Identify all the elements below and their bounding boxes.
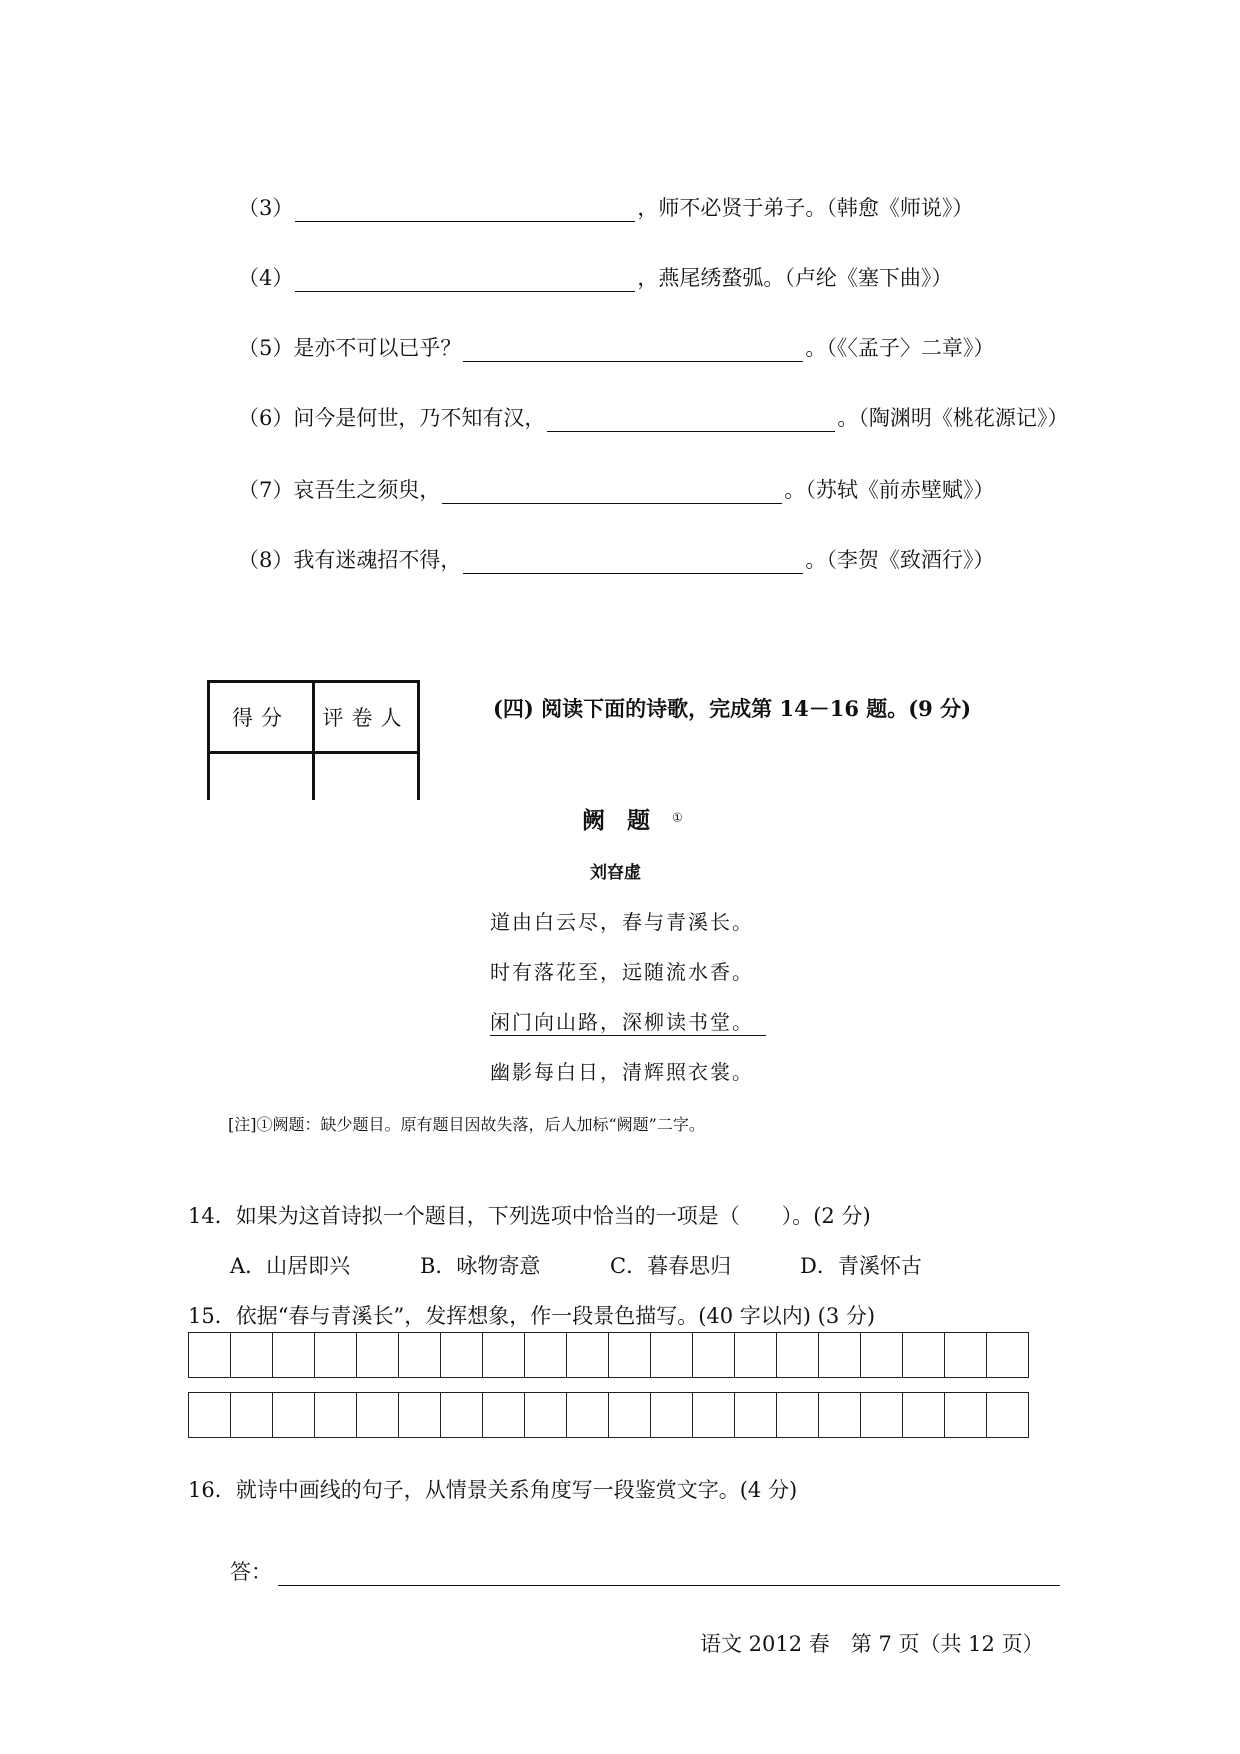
writing-grid-row-2[interactable] (188, 1392, 1029, 1438)
grid-cell[interactable] (399, 1332, 441, 1378)
grid-cell[interactable] (903, 1392, 945, 1438)
grid-cell[interactable] (987, 1332, 1029, 1378)
fill-item-6 (238, 402, 1068, 432)
grid-cell[interactable] (735, 1392, 777, 1438)
item-source: ，师不必贤于弟子。（韩愈《师说》） (637, 196, 974, 220)
item-source: 。（苏轼《前赤壁赋》） (784, 478, 995, 502)
item-number: （4） (238, 266, 294, 290)
grid-cell[interactable] (483, 1392, 525, 1438)
grid-cell[interactable] (231, 1332, 273, 1378)
answer-blank[interactable] (463, 551, 803, 574)
grid-cell[interactable] (399, 1392, 441, 1438)
grid-cell[interactable] (525, 1392, 567, 1438)
answer-row (230, 1556, 1060, 1586)
poem-line: 时有落花至，远随流水香。 (490, 960, 754, 984)
grid-cell[interactable] (777, 1332, 819, 1378)
grid-cell[interactable] (945, 1332, 987, 1378)
answer-blank[interactable] (442, 481, 782, 504)
grid-cell[interactable] (273, 1332, 315, 1378)
grid-cell[interactable] (567, 1332, 609, 1378)
grid-cell[interactable] (525, 1332, 567, 1378)
grid-cell[interactable] (189, 1392, 231, 1438)
grid-cell[interactable] (693, 1392, 735, 1438)
grid-cell[interactable] (357, 1332, 399, 1378)
poem-title: 阙题 (582, 807, 672, 834)
grid-cell[interactable] (273, 1392, 315, 1438)
item-number: （6） (238, 406, 294, 430)
grid-cell[interactable] (861, 1392, 903, 1438)
grid-cell[interactable] (315, 1332, 357, 1378)
grid-cell[interactable] (945, 1392, 987, 1438)
grid-cell[interactable] (441, 1392, 483, 1438)
item-prompt: 问今是何世，乃不知有汉， (293, 406, 546, 430)
answer-label: 答： (230, 1560, 272, 1584)
grid-cell[interactable] (735, 1332, 777, 1378)
item-source: 。（《〈孟子〉二章》） (805, 336, 995, 360)
item-prompt: 是亦不可以已乎？ (293, 336, 462, 360)
section-heading: (四) 阅读下面的诗歌，完成第 14－16 题。(9 分) (493, 696, 972, 721)
answer-blank[interactable] (295, 269, 635, 292)
score-entry-cell[interactable] (209, 753, 314, 801)
grid-cell[interactable] (903, 1332, 945, 1378)
grid-cell[interactable] (651, 1332, 693, 1378)
grid-cell[interactable] (693, 1332, 735, 1378)
item-number: （5） (238, 336, 294, 360)
item-number: （8） (238, 548, 294, 572)
grid-cell[interactable] (861, 1332, 903, 1378)
grid-cell[interactable] (819, 1332, 861, 1378)
score-box (207, 680, 420, 800)
footnote-mark: ① (672, 810, 683, 825)
answer-blank[interactable] (463, 339, 803, 362)
item-number: （7） (238, 478, 294, 502)
grid-cell[interactable] (987, 1392, 1029, 1438)
page-footer: 语文 2012 春 第 7 页（共 12 页） (700, 1632, 1044, 1656)
grid-cell[interactable] (651, 1392, 693, 1438)
question-15: 15．依据“春与青溪长”，发挥想象，作一段景色描写。(40 字以内) (3 分) (188, 1304, 876, 1328)
fill-item-5 (238, 332, 994, 362)
fill-item-4 (238, 262, 952, 292)
answer-blank[interactable] (295, 199, 635, 222)
grid-cell[interactable] (609, 1332, 651, 1378)
grader-label: 评卷人 (314, 682, 419, 753)
grader-entry-cell[interactable] (314, 753, 419, 801)
answer-blank[interactable] (547, 409, 835, 432)
answer-line[interactable] (278, 1561, 1060, 1586)
option-d[interactable]: D．青溪怀古 (800, 1254, 922, 1278)
grid-cell[interactable] (609, 1392, 651, 1438)
item-source: 。（李贺《致酒行》） (805, 548, 995, 572)
poem-line: 道由白云尽，春与青溪长。 (490, 910, 754, 934)
grid-cell[interactable] (567, 1392, 609, 1438)
poem-author: 刘昚虚 (590, 863, 641, 883)
fill-item-7 (238, 474, 994, 504)
grid-cell[interactable] (189, 1332, 231, 1378)
poem-title-block (582, 802, 683, 835)
item-source: 。（陶渊明《桃花源记》） (837, 406, 1069, 430)
poem-line: 幽影每白日，清辉照衣裳。 (490, 1060, 754, 1084)
score-label: 得分 (209, 682, 314, 753)
grid-cell[interactable] (777, 1392, 819, 1438)
poem-footnote: [注]①阙题：缺少题目。原有题目因故失落，后人加标“阙题”二字。 (228, 1115, 705, 1134)
fill-item-3 (238, 192, 973, 222)
grid-cell[interactable] (315, 1392, 357, 1438)
item-prompt: 我有迷魂招不得， (293, 548, 462, 572)
writing-grid-row-1[interactable] (188, 1332, 1029, 1378)
poem-line-underlined: 闲门向山路，深柳读书堂。 (490, 1006, 766, 1036)
grid-cell[interactable] (441, 1332, 483, 1378)
option-a[interactable]: A．山居即兴 (230, 1254, 351, 1278)
q14-options (230, 1250, 922, 1280)
grid-cell[interactable] (819, 1392, 861, 1438)
option-b[interactable]: B．咏物寄意 (420, 1254, 541, 1278)
item-source: ，燕尾绣蝥弧。（卢纶《塞下曲》） (637, 266, 953, 290)
item-prompt: 哀吾生之须臾， (293, 478, 441, 502)
grid-cell[interactable] (357, 1392, 399, 1438)
question-14: 14．如果为这首诗拟一个题目，下列选项中恰当的一项是（ ）。(2 分) (188, 1204, 871, 1228)
fill-item-8 (238, 544, 994, 574)
question-16: 16．就诗中画线的句子，从情景关系角度写一段鉴赏文字。(4 分) (188, 1478, 798, 1502)
option-c[interactable]: C．暮春思归 (610, 1254, 732, 1278)
grid-cell[interactable] (483, 1332, 525, 1378)
item-number: （3） (238, 196, 294, 220)
grid-cell[interactable] (231, 1392, 273, 1438)
